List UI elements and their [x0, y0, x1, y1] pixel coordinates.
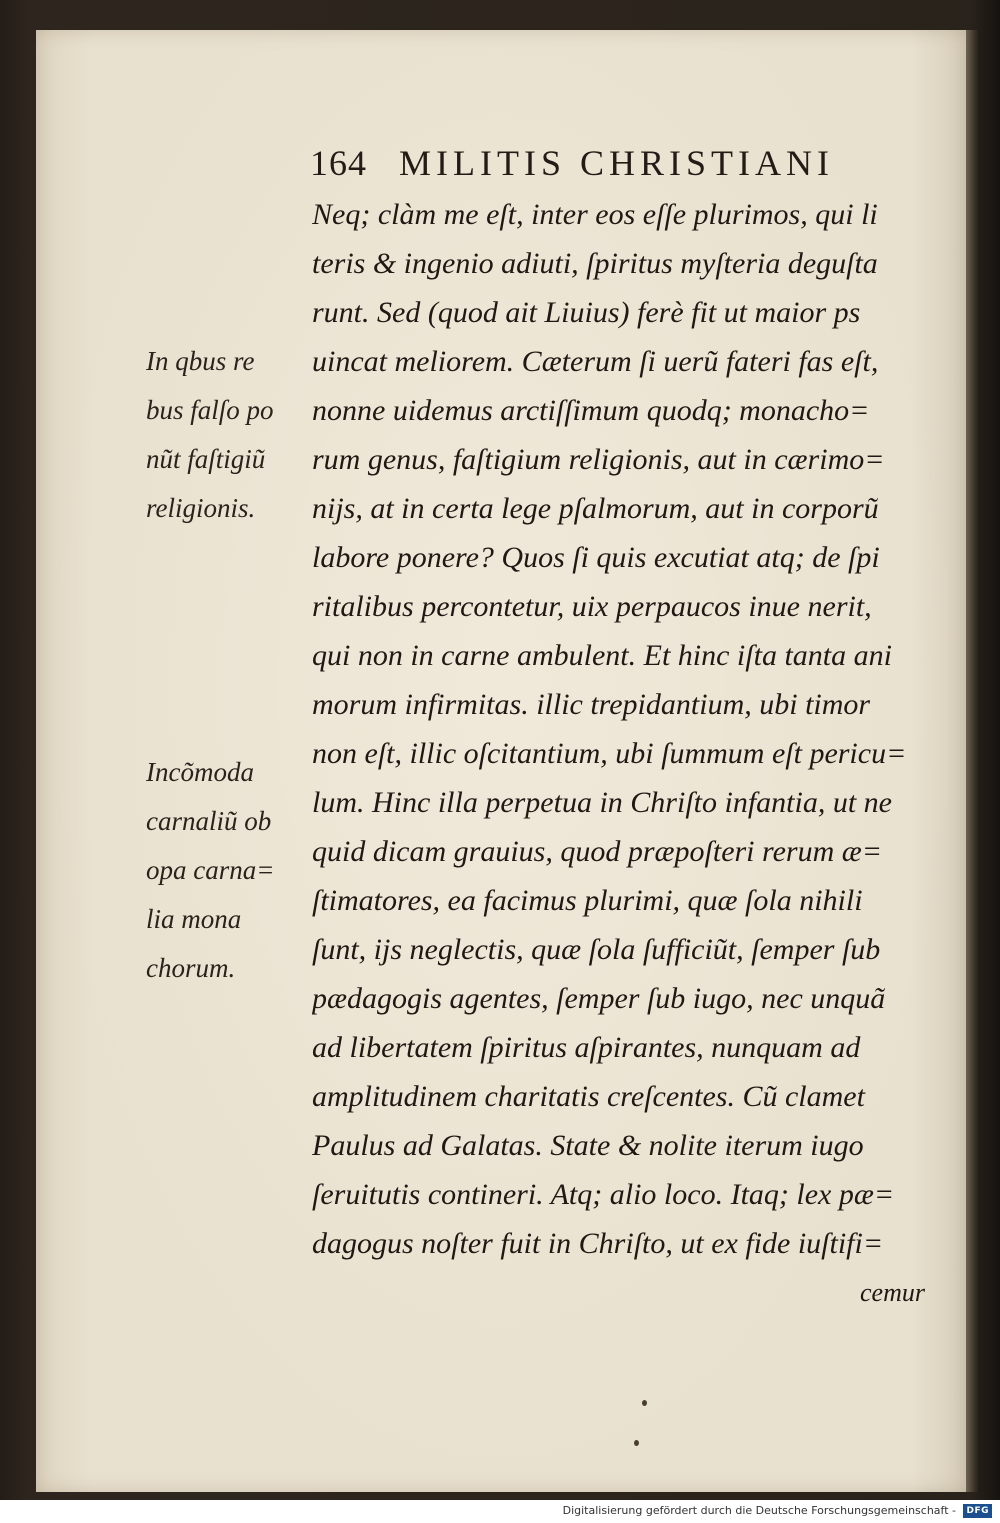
marginal-line: nũt faſtigiũ: [146, 444, 266, 474]
ink-speck: [634, 1440, 639, 1446]
text-line: amplitudinem charitatis creſcentes. Cũ clamet: [312, 1080, 865, 1113]
text-line: ritalibus percontetur, uix perpaucos inue nerit,: [312, 590, 872, 623]
marginal-line: bus falſo po: [146, 395, 274, 425]
text-line: nonne uidemus arctiſſimum quodq; monacho=: [312, 394, 870, 427]
text-line: morum infirmitas. illic trepidantium, ubi timor: [312, 688, 871, 721]
text-line: lum. Hinc illa perpetua in Chriſto infantia, ut ne: [312, 786, 892, 819]
marginal-line: In qbus re: [146, 346, 255, 376]
text-line: quid dicam grauius, quod præpoſteri rerum æ=: [312, 835, 882, 868]
text-line: rum genus, faſtigium religionis, aut in cærimo=: [312, 443, 885, 476]
marginal-note-2: [146, 748, 296, 993]
main-text-block: [312, 190, 937, 1317]
marginal-line: religionis.: [146, 493, 256, 523]
marginal-line: chorum.: [146, 953, 236, 983]
page-edge-shadow: [966, 30, 980, 1492]
page-number: 164: [310, 143, 367, 183]
text-line: ſtimatores, ea facimus plurimi, quæ ſola nihili: [312, 884, 863, 917]
text-line: ad libertatem ſpiritus aſpirantes, nunquam ad: [312, 1031, 861, 1064]
text-line: Paulus ad Galatas. State & nolite iterum iugo: [312, 1129, 864, 1162]
running-head: [310, 142, 910, 192]
text-line: ſeruitutis contineri. Atq; alio loco. Itaq; lex pæ=: [312, 1178, 895, 1211]
text-line: labore ponere? Quos ſi quis excutiat atq; de ſpi: [312, 541, 880, 574]
text-line: ſunt, ijs neglectis, quæ ſola ſufficiũt, ſemper ſub: [312, 933, 881, 966]
marginal-note-1: [146, 337, 296, 533]
text-line: uincat meliorem. Cæterum ſi uerũ fateri fas eſt,: [312, 345, 879, 378]
text-line: dagogus noſter fuit in Chriſto, ut ex fide iuſtifi=: [312, 1227, 884, 1260]
marginal-line: lia mona: [146, 904, 242, 934]
text-line: nijs, at in certa lege pſalmorum, aut in corporũ: [312, 492, 879, 525]
digitization-footer: [0, 1500, 1000, 1523]
text-line: runt. Sed (quod ait Liuius) ferè fit ut maior ps: [312, 296, 861, 329]
marginal-line: opa carna=: [146, 855, 275, 885]
text-line: qui non in carne ambulent. Et hinc iſta tanta ani: [312, 639, 892, 672]
ink-speck: [642, 1400, 647, 1406]
text-line: teris & ingenio adiuti, ſpiritus myſteria deguſta: [312, 247, 878, 280]
footer-credit: Digitalisierung gefördert durch die Deutsche Forschungsgemeinschaft -: [562, 1504, 956, 1517]
catchword: cemur: [860, 1278, 925, 1307]
marginal-line: Incõmoda: [146, 757, 254, 787]
text-line: Neq; clàm me eſt, inter eos eſſe plurimos, qui li: [312, 198, 878, 231]
text-line: non eſt, illic oſcitantium, ubi ſummum eſt pericu=: [312, 737, 907, 770]
marginal-line: carnaliũ ob: [146, 806, 272, 836]
text-line: pædagogis agentes, ſemper ſub iugo, nec unquã: [312, 982, 886, 1015]
dfg-logo-icon: DFG: [963, 1504, 992, 1518]
running-title: MILITIS CHRISTIANI: [399, 143, 834, 183]
